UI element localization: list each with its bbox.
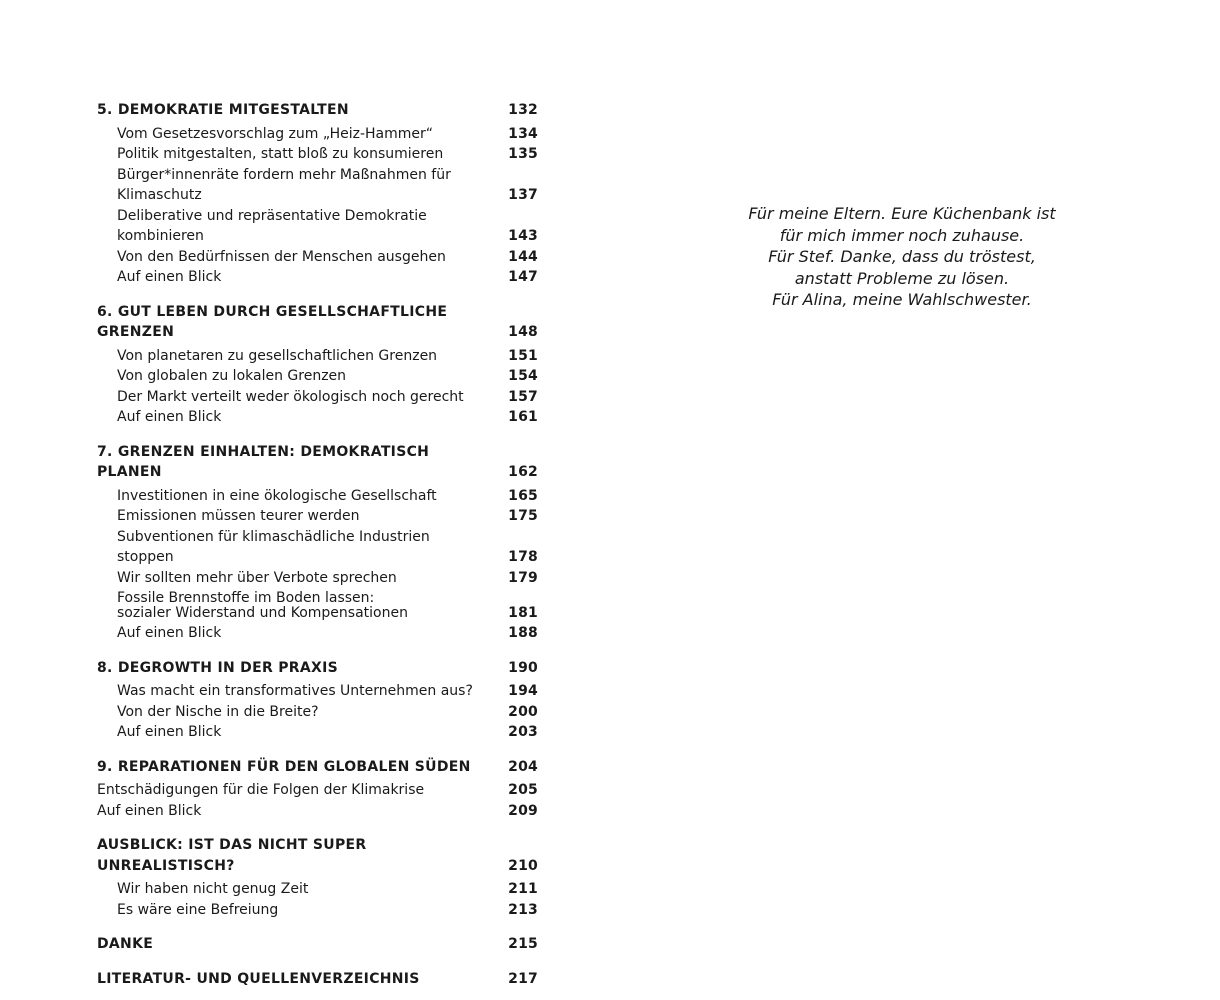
toc-entry-title: Wir haben nicht genug Zeit (117, 881, 309, 897)
dedication (700, 203, 1104, 311)
toc-entry-title: Emissionen müssen teurer werden (117, 508, 360, 524)
toc-entry-title: Auf einen Blick (117, 724, 222, 740)
toc-entry-page-number: 161 (508, 409, 538, 425)
toc-entry-ausblick-1 (97, 879, 538, 900)
toc-entry-page-number: 143 (508, 228, 538, 244)
toc-entry-page-number: 209 (508, 802, 538, 819)
toc-entry-ch6-3 (97, 387, 538, 408)
toc-entry-title: Auf einen Blick (117, 269, 222, 285)
toc-entry-page-number: 147 (508, 269, 538, 285)
toc-entry-title: Auf einen Blick (97, 802, 202, 819)
toc-entry-ch5 (97, 100, 538, 121)
toc-entry-title: LITERATUR- UND QUELLENVERZEICHNIS (97, 970, 420, 987)
toc-entry-page-number: 179 (508, 569, 538, 586)
toc-entry-title: Investitionen in eine ökologische Gesellschaft (117, 487, 437, 504)
toc-entry-title: DANKE (97, 936, 154, 952)
toc-entry-ch6-2 (97, 366, 538, 387)
toc-entry-page-number: 194 (508, 683, 538, 699)
toc-entry-ch5-1 (97, 124, 538, 145)
toc-entry-page-number: 205 (508, 782, 538, 798)
toc-entry-page-number: 178 (508, 549, 538, 565)
toc-entry-ch7-5 (97, 591, 538, 620)
toc-entry-title: Fossile Brennstoffe im Boden lassen: sozialer Widerstand und Kompensationen (117, 590, 408, 621)
toc-entry-ch7-3 (97, 527, 538, 568)
toc-entry-title: AUSBLICK: IST DAS NICHT SUPER UNREALISTISCH? (97, 837, 367, 874)
toc-entry-ch9 (97, 757, 538, 778)
toc-entry-ausblick-2 (97, 900, 538, 921)
toc-entry-literatur (97, 969, 538, 990)
toc-entry-title: 8. DEGROWTH IN DER PRAXIS (97, 659, 338, 676)
toc-entry-ch7-4 (97, 568, 538, 589)
toc-entry-ch8-1 (97, 681, 538, 702)
toc-entry-title: Deliberative und repräsentative Demokratie kombinieren (117, 207, 427, 244)
toc-entry-ch6-4 (97, 407, 538, 428)
toc-entry-page-number: 204 (508, 758, 538, 775)
toc-entry-ch5-2 (97, 144, 538, 165)
toc-entry-ch6 (97, 302, 538, 343)
table-of-contents (97, 100, 538, 992)
toc-entry-page-number: 181 (508, 604, 538, 621)
toc-entry-page-number: 217 (508, 970, 538, 987)
toc-entry-title: 6. GUT LEBEN DURCH GESELLSCHAFTLICHE GRENZEN (97, 303, 448, 340)
dedication-line: anstatt Probleme zu lösen. (794, 268, 1010, 288)
toc-entry-page-number: 215 (508, 936, 538, 952)
toc-entry-page-number: 144 (508, 248, 538, 265)
toc-entry-title: Politik mitgestalten, statt bloß zu konsumieren (117, 146, 444, 162)
toc-entry-page-number: 175 (508, 508, 538, 524)
toc-entry-page-number: 190 (508, 659, 538, 676)
toc-entry-ch7-6 (97, 623, 538, 644)
toc-entry-title: 5. DEMOKRATIE MITGESTALTEN (97, 102, 349, 118)
toc-entry-title: Bürger*innenräte fordern mehr Maßnahmen für Klimaschutz (117, 166, 451, 203)
toc-entry-title: Was macht ein transformatives Unternehmen aus? (117, 683, 473, 699)
toc-entry-page-number: 134 (508, 125, 538, 142)
toc-entry-page-number: 203 (508, 724, 538, 740)
toc-entry-title: Vom Gesetzesvorschlag zum „Heiz-Hammer“ (117, 125, 434, 142)
toc-entry-page-number: 210 (508, 857, 538, 874)
toc-entry-title: Von den Bedürfnissen der Menschen ausgehen (117, 248, 446, 265)
toc-entry-title: 7. GRENZEN EINHALTEN: DEMOKRATISCH PLANEN (97, 443, 430, 480)
toc-entry-page-number: 154 (508, 368, 538, 384)
toc-entry-title: Auf einen Blick (117, 625, 222, 641)
toc-entry-title: Entschädigungen für die Folgen der Klimakrise (97, 782, 425, 798)
toc-entry-page-number: 165 (508, 487, 538, 504)
toc-entry-page-number: 151 (508, 347, 538, 364)
toc-entry-title: Von globalen zu lokalen Grenzen (117, 368, 347, 384)
toc-entry-page-number: 211 (508, 881, 538, 897)
toc-entry-title: Von der Nische in die Breite? (117, 703, 319, 720)
toc-entry-ch5-3 (97, 165, 538, 206)
toc-entry-ch5-5 (97, 247, 538, 268)
toc-entry-ch7 (97, 442, 538, 483)
toc-entry-title: Der Markt verteilt weder ökologisch noch gerecht (117, 388, 464, 405)
dedication-line: Für Alina, meine Wahlschwester. (772, 290, 1032, 310)
toc-entry-page-number: 148 (508, 324, 538, 340)
toc-entry-page-number: 213 (508, 901, 538, 918)
toc-entry-ausblick (97, 835, 538, 876)
toc-entry-title: Subventionen für klimaschädliche Industrien stoppen (117, 528, 430, 565)
toc-entry-ch6-1 (97, 346, 538, 367)
dedication-line: für mich immer noch zuhause. (779, 225, 1025, 245)
toc-entry-page-number: 135 (508, 146, 538, 162)
toc-entry-ch5-6 (97, 267, 538, 288)
toc-entry-title: Es wäre eine Befreiung (117, 901, 279, 918)
toc-entry-danke (97, 934, 538, 955)
toc-entry-ch9-1 (97, 780, 538, 801)
toc-entry-title: Auf einen Blick (117, 409, 222, 425)
toc-entry-ch7-2 (97, 506, 538, 527)
toc-entry-page-number: 200 (508, 703, 538, 720)
toc-entry-page-number: 157 (508, 388, 538, 405)
toc-entry-page-number: 137 (508, 187, 538, 203)
toc-entry-title: 9. REPARATIONEN FÜR DEN GLOBALEN SÜDEN (97, 758, 471, 775)
toc-entry-page-number: 188 (508, 625, 538, 641)
toc-entry-ch7-1 (97, 486, 538, 507)
toc-entry-page-number: 162 (508, 464, 538, 480)
toc-entry-title: Wir sollten mehr über Verbote sprechen (117, 569, 397, 586)
dedication-line: Für Stef. Danke, dass du tröstest, (768, 247, 1036, 267)
dedication-line: Für meine Eltern. Eure Küchenbank ist (748, 204, 1056, 223)
toc-entry-title: Von planetaren zu gesellschaftlichen Grenzen (117, 347, 438, 364)
toc-entry-ch5-4 (97, 206, 538, 247)
toc-entry-page-number: 132 (508, 102, 538, 118)
toc-entry-ch9-2 (97, 801, 538, 822)
toc-entry-ch8-2 (97, 702, 538, 723)
toc-entry-ch8 (97, 658, 538, 679)
toc-entry-ch8-3 (97, 722, 538, 743)
